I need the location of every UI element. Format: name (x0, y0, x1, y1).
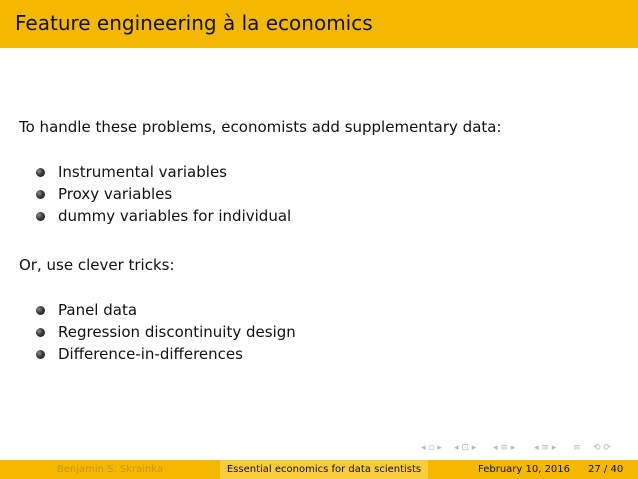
bullet-icon (36, 190, 45, 199)
beamer-navigation (421, 443, 633, 457)
intro-text: To handle these problems, economists add supplementary data: (19, 118, 502, 136)
list-item-label: Difference-in-differences (58, 345, 243, 363)
nav-search-back-forward-icon[interactable]: ⟲ ⟳ (593, 443, 611, 453)
nav-document-icon[interactable]: ≡ (573, 443, 581, 453)
list-item-label: dummy variables for individual (58, 207, 292, 225)
title-bar (0, 0, 638, 48)
footer (0, 460, 638, 479)
list-item-label: Regression discontinuity design (58, 323, 296, 341)
footer-talk-title: Essential economics for data scientists (220, 460, 428, 479)
footer-meta (428, 460, 638, 479)
footer-author: Benjamin S. Skrainka (0, 460, 220, 479)
bullet-icon (36, 212, 45, 221)
bullet-icon (36, 328, 45, 337)
nav-subsection-icon[interactable]: ◂ ⊡ ▸ (454, 443, 477, 453)
list-item-label: Proxy variables (58, 185, 173, 203)
list-item-label: Instrumental variables (58, 163, 227, 181)
footer-date: February 10, 2016 (478, 464, 571, 475)
transition-text: Or, use clever tricks: (19, 256, 175, 274)
slide-title: Feature engineering à la economics (15, 11, 373, 35)
nav-section-next-icon[interactable]: ◂ ≡ ▸ (534, 443, 557, 453)
nav-frame-prev-icon[interactable]: ◂ ▫ ▸ (421, 443, 442, 453)
nav-section-prev-icon[interactable]: ◂ ≡ ▸ (493, 443, 516, 453)
footer-page-number: 27 / 40 (588, 464, 624, 475)
bullet-icon (36, 306, 45, 315)
list-item-label: Panel data (58, 301, 138, 319)
bullet-icon (36, 168, 45, 177)
bullet-icon (36, 350, 45, 359)
